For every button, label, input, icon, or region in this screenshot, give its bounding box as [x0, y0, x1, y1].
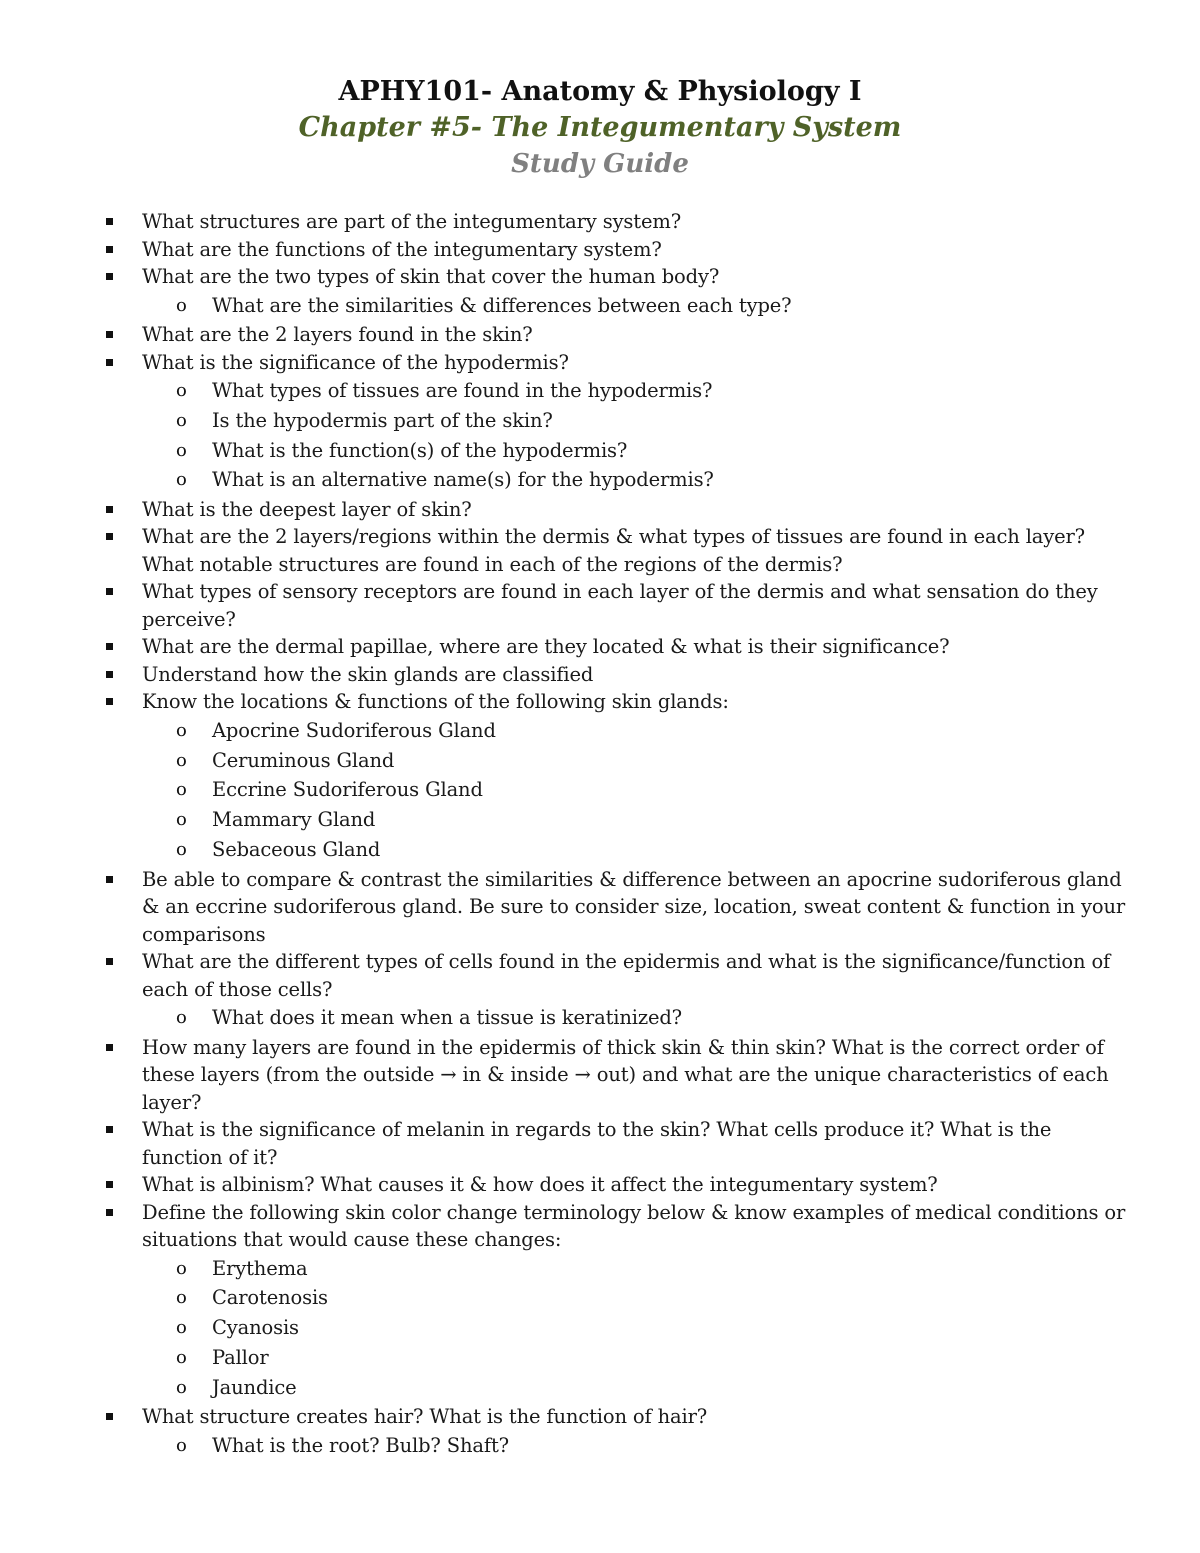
- list-item: [0, 208, 1200, 236]
- list-item-text: Know the locations & functions of the following skin glands:: [142, 690, 729, 714]
- square-bullet-icon: [106, 1044, 113, 1051]
- square-bullet-icon: [106, 643, 113, 650]
- circle-bullet-icon: o: [176, 294, 187, 316]
- list-item-text: Be able to compare & contrast the similarities & difference between an apocrine sudoriferous gland & an eccrine sudoriferous gland. Be sure to consider size, location, sweat content & function in your comparisons: [142, 867, 1126, 946]
- square-bullet-icon: [106, 218, 113, 225]
- list-item-text: What are the functions of the integumentary system?: [142, 237, 662, 261]
- sub-list-item: [0, 1004, 1200, 1032]
- list-item-text: What does it mean when a tissue is keratinized?: [212, 1006, 682, 1030]
- square-bullet-icon: [106, 331, 113, 338]
- sub-list-item: [0, 437, 1200, 465]
- circle-bullet-icon: o: [176, 1317, 187, 1339]
- sub-list-item: [0, 1344, 1200, 1372]
- list-item-text: What is the deepest layer of skin?: [142, 497, 472, 521]
- square-bullet-icon: [106, 671, 113, 678]
- list-item-text: What are the 2 layers/regions within the dermis & what types of tissues are found in each layer? What notable structures are found in each of the regions of the dermis?: [142, 525, 1085, 576]
- sub-list-item: [0, 466, 1200, 494]
- list-item-text: What are the two types of skin that cover the human body?: [142, 265, 720, 288]
- list-item: [0, 1116, 1200, 1171]
- list-item-text: Carotenosis: [212, 1286, 328, 1310]
- list-item-text: What structure creates hair? What is the function of hair?: [142, 1405, 708, 1429]
- chapter-title: Chapter #5- The Integumentary System: [298, 112, 902, 143]
- list-item-text: What are the similarities & differences between each type?: [212, 293, 792, 317]
- sub-list-item: [0, 747, 1200, 775]
- sub-list-item: [0, 1374, 1200, 1402]
- list-item-text: Mammary Gland: [212, 808, 376, 832]
- circle-bullet-icon: o: [176, 1007, 187, 1029]
- list-item-text: What are the dermal papillae, where are they located & what is their significance?: [142, 635, 950, 659]
- sub-list-item: [0, 1432, 1200, 1460]
- circle-bullet-icon: o: [176, 1287, 187, 1309]
- study-question-list: [0, 208, 1200, 1459]
- circle-bullet-icon: o: [176, 749, 187, 771]
- list-item: [0, 578, 1200, 633]
- square-bullet-icon: [106, 506, 113, 513]
- list-item: [0, 866, 1200, 949]
- list-item-text: What types of sensory receptors are found in each layer of the dermis and what sensation do they perceive?: [142, 580, 1098, 631]
- circle-bullet-icon: o: [176, 779, 187, 801]
- circle-bullet-icon: o: [176, 439, 187, 461]
- sub-list-item: [0, 292, 1200, 320]
- list-item-text: What are the different types of cells found in the epidermis and what is the significance/function of each of those cells?: [142, 950, 1111, 1001]
- sub-list-item: [0, 776, 1200, 804]
- list-item-text: Jaundice: [212, 1375, 297, 1399]
- square-bullet-icon: [106, 359, 113, 366]
- circle-bullet-icon: o: [176, 1346, 187, 1368]
- list-item-text: Cyanosis: [212, 1316, 299, 1340]
- square-bullet-icon: [106, 958, 113, 965]
- square-bullet-icon: [106, 273, 113, 280]
- list-item: [0, 1403, 1200, 1431]
- document-header: [0, 74, 1200, 182]
- list-item: [0, 321, 1200, 349]
- list-item: [0, 236, 1200, 264]
- sub-list-item: [0, 836, 1200, 864]
- sub-list-item: [0, 407, 1200, 435]
- sub-list-item: [0, 1255, 1200, 1283]
- circle-bullet-icon: o: [176, 469, 187, 491]
- square-bullet-icon: [106, 533, 113, 540]
- square-bullet-icon: [106, 876, 113, 883]
- list-item-text: What is the function(s) of the hypodermis?: [212, 438, 628, 462]
- circle-bullet-icon: o: [176, 1376, 187, 1398]
- square-bullet-icon: [106, 588, 113, 595]
- list-item: [0, 496, 1200, 524]
- list-item: [0, 661, 1200, 689]
- sub-list-item: [0, 1284, 1200, 1312]
- list-item: [0, 633, 1200, 661]
- list-item: [0, 523, 1200, 578]
- list-item: [0, 1034, 1200, 1117]
- list-item-text: Understand how the skin glands are classified: [142, 662, 594, 686]
- list-item-text: What is an alternative name(s) for the hypodermis?: [212, 468, 714, 492]
- list-item-text: What are the 2 layers found in the skin?: [142, 323, 533, 346]
- list-item-text: Define the following skin color change terminology below & know examples of medical conditions or situations that would cause these changes:: [142, 1200, 1126, 1252]
- list-item-text: What structures are part of the integumentary system?: [142, 210, 682, 233]
- list-item: [0, 263, 1200, 291]
- sub-list-item: [0, 377, 1200, 405]
- circle-bullet-icon: o: [176, 1257, 187, 1279]
- list-item-text: Sebaceous Gland: [212, 838, 381, 862]
- circle-bullet-icon: o: [176, 719, 187, 741]
- list-item-text: What is the significance of melanin in regards to the skin? What cells produce it? What is the function of it?: [142, 1118, 1052, 1169]
- circle-bullet-icon: o: [176, 809, 187, 831]
- list-item-text: Is the hypodermis part of the skin?: [212, 408, 553, 432]
- sub-list-item: [0, 1314, 1200, 1342]
- circle-bullet-icon: o: [176, 380, 187, 401]
- square-bullet-icon: [106, 246, 113, 253]
- list-item-text: Eccrine Sudoriferous Gland: [212, 778, 483, 802]
- study-guide-subtitle: Study Guide: [511, 149, 689, 179]
- square-bullet-icon: [106, 1413, 113, 1420]
- circle-bullet-icon: o: [176, 409, 187, 431]
- list-item: [0, 1171, 1200, 1199]
- list-item-text: What is albinism? What causes it & how does it affect the integumentary system?: [142, 1173, 938, 1197]
- square-bullet-icon: [106, 1209, 113, 1216]
- list-item: [0, 948, 1200, 1003]
- list-item-text: What is the root? Bulb? Shaft?: [212, 1433, 509, 1457]
- list-item-text: Pallor: [212, 1345, 269, 1369]
- circle-bullet-icon: o: [176, 1434, 187, 1456]
- square-bullet-icon: [106, 1181, 113, 1188]
- sub-list-item: [0, 806, 1200, 834]
- circle-bullet-icon: o: [176, 839, 187, 861]
- list-item: [0, 688, 1200, 716]
- list-item-text: Apocrine Sudoriferous Gland: [212, 718, 496, 742]
- list-item-text: Erythema: [212, 1256, 308, 1280]
- list-item-text: Ceruminous Gland: [212, 748, 395, 772]
- square-bullet-icon: [106, 1126, 113, 1133]
- sub-list-item: [0, 717, 1200, 745]
- list-item-text: What is the significance of the hypodermis?: [142, 350, 569, 374]
- list-item: [0, 349, 1200, 377]
- list-item-text: What types of tissues are found in the hypodermis?: [212, 379, 713, 402]
- list-item: [0, 1199, 1200, 1254]
- square-bullet-icon: [106, 698, 113, 705]
- course-title: APHY101- Anatomy & Physiology I: [338, 76, 862, 107]
- list-item-text: How many layers are found in the epidermis of thick skin & thin skin? What is the correct order of these layers (from the outside → in & inside → out) and what are the unique characteristics of each layer?: [142, 1035, 1109, 1114]
